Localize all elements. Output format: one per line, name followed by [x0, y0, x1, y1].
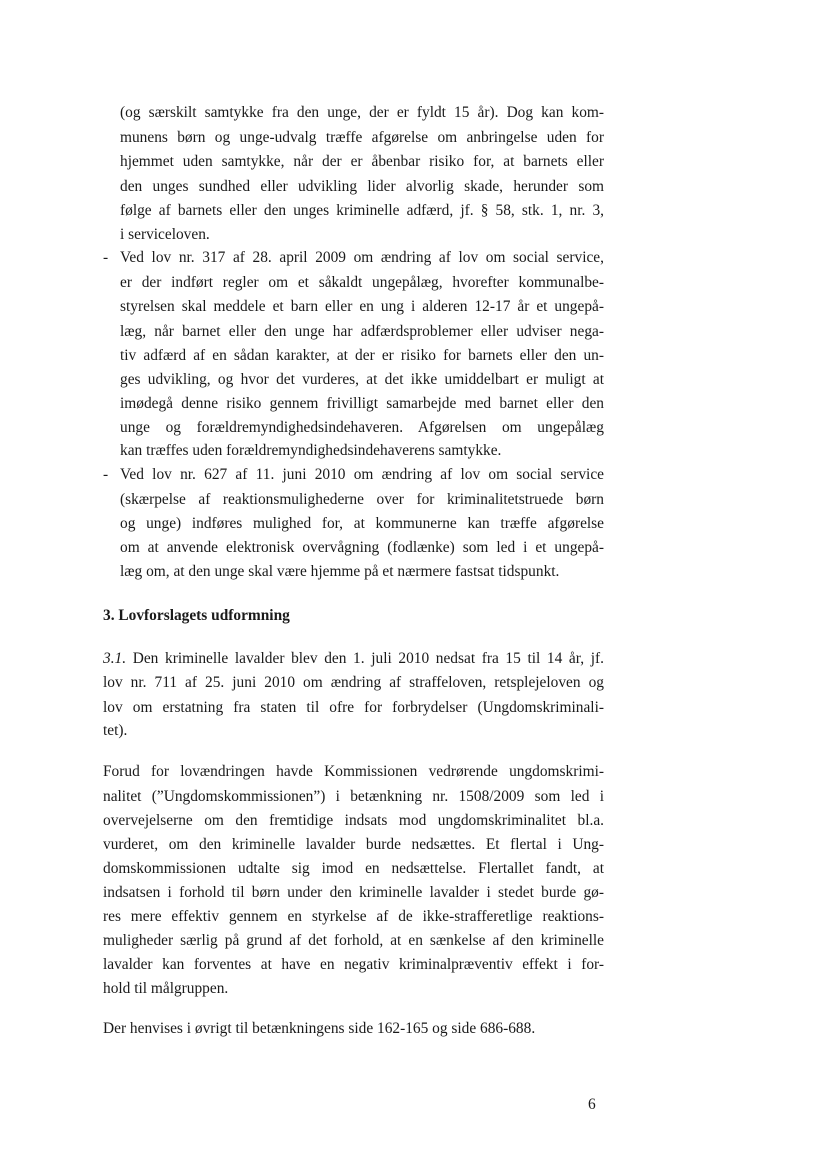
bullet-line: (skærpelse af reaktionsmulighederne over for kriminalitetstruede børn: [120, 491, 604, 508]
bullet-line: er der indført regler om et såkaldt ungepålæg, hvorefter kommunalbe-: [120, 274, 604, 291]
text-line: følge af barnets eller den unges kriminelle adfærd, jf. § 58, stk. 1, nr. 3,: [120, 202, 604, 219]
paragraph-line: [103, 649, 604, 669]
paragraph-line: Forud for lovændringen havde Kommissionen vedrørende ungdomskrimi-: [103, 763, 604, 780]
paragraph-line: lov nr. 711 af 25. juni 2010 om ændring af straffeloven, retsplejeloven og: [103, 674, 604, 691]
paragraph-line: lov om erstatning fra staten til ofre for forbrydelser (Ungdomskriminali-: [103, 699, 604, 716]
text-line: munens børn og unge-udvalg træffe afgørelse om anbringelse uden for: [120, 129, 604, 146]
paragraph-line: vurderet, om den kriminelle lavalder burde nedsættes. Et flertal i Ung-: [103, 836, 604, 853]
bullet-marker: -: [103, 466, 109, 483]
paragraph-text: Den kriminelle lavalder blev den 1. juli 2010 nedsat fra 15 til 14 år, jf.: [132, 650, 604, 667]
paragraph-line: indsatsen i forhold til børn under den kriminelle lavalder i stedet burde gø-: [103, 884, 604, 901]
paragraph-line: overvejelserne om den fremtidige indsats mod ungdomskriminalitet bl.a.: [103, 812, 604, 829]
text-line: i serviceloven.: [120, 226, 210, 243]
bullet-line: imødegå denne risiko gennem frivilligt samarbejde med barnet eller den: [120, 395, 604, 412]
text-line: hjemmet uden samtykke, når der er åbenbar risiko for, at barnets eller: [120, 153, 604, 170]
bullet-line: styrelsen skal meddele et barn eller en ung i alderen 12-17 år et ungepå-: [120, 298, 604, 315]
paragraph-line: nalitet (”Ungdomskommissionen”) i betænkning nr. 1508/2009 som led i: [103, 788, 604, 805]
bullet-line: ges udvikling, og hvor det vurderes, at det ikke umiddelbart er muligt at: [120, 371, 604, 388]
bullet-line: unge og forældremyndighedsindehaveren. Afgørelsen om ungepålæg: [120, 419, 604, 436]
paragraph-line: hold til målgruppen.: [103, 980, 229, 997]
bullet-marker: -: [103, 249, 109, 266]
text-line: (og særskilt samtykke fra den unge, der er fyldt 15 år). Dog kan kom-: [120, 104, 604, 121]
section-number: 3.1.: [103, 650, 127, 667]
bullet-line: tiv adfærd af en sådan karakter, at der er risiko for barnets eller den un-: [120, 347, 604, 364]
bullet-line: Ved lov nr. 317 af 28. april 2009 om ændring af lov om social service,: [120, 249, 604, 266]
paragraph-line: domskommissionen udtalte sig imod en nedsættelse. Flertallet fandt, at: [103, 860, 604, 877]
paragraph-line: lavalder kan forventes at have en negativ kriminalpræventiv effekt i for-: [103, 956, 604, 973]
section-heading: 3. Lovforslagets udformning: [103, 607, 290, 624]
bullet-line: om at anvende elektronisk overvågning (fodlænke) som led i et ungepå-: [120, 539, 604, 556]
text-line: den unges sundhed eller udvikling lider alvorlig skade, herunder som: [120, 178, 604, 195]
paragraph-line: muligheder særlig på grund af det forhold, at en sænkelse af den kriminelle: [103, 932, 604, 949]
bullet-line: læg, når barnet eller den unge har adfærdsproblemer eller udviser nega-: [120, 323, 604, 340]
bullet-line: læg om, at den unge skal være hjemme på et nærmere fastsat tidspunkt.: [120, 563, 560, 580]
page-number: 6: [588, 1096, 596, 1113]
bullet-line: og unge) indføres mulighed for, at kommunerne kan træffe afgørelse: [120, 515, 604, 532]
bullet-line: kan træffes uden forældremyndighedsindehaverens samtykke.: [120, 442, 502, 459]
paragraph-line: res mere effektiv gennem en styrkelse af de ikke-strafferetlige reaktions-: [103, 908, 604, 925]
bullet-line: Ved lov nr. 627 af 11. juni 2010 om ændring af lov om social service: [120, 466, 604, 483]
paragraph-line: tet).: [103, 722, 128, 739]
paragraph-line: Der henvises i øvrigt til betænkningens side 162-165 og side 686-688.: [103, 1020, 536, 1037]
